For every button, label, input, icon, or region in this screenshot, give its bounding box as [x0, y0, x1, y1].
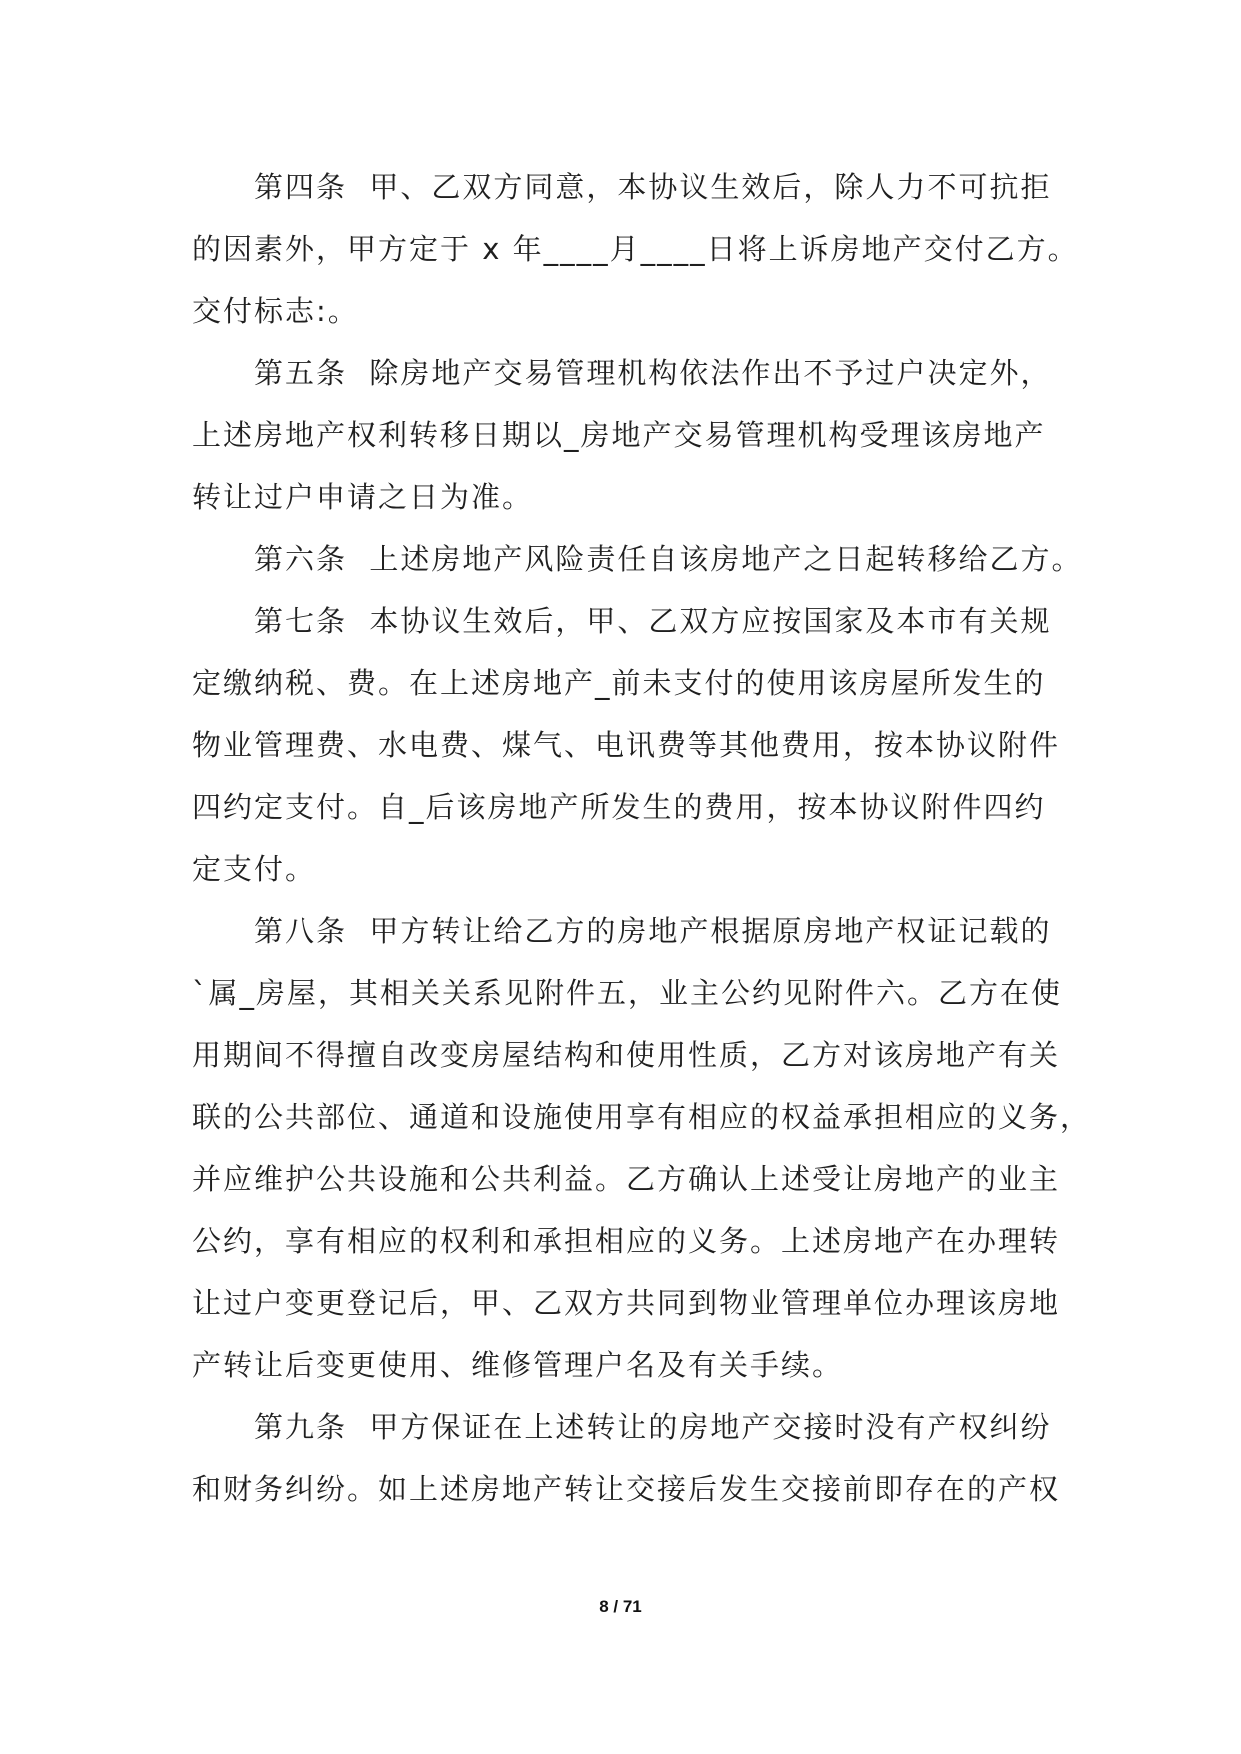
- text-line: 并应维护公共设施和公共利益。乙方确认上述受让房地产的业主: [192, 1162, 1061, 1196]
- text-line: 上述房地产权利转移日期以_房地产交易管理机构受理该房地产: [192, 418, 1046, 452]
- text-line: 转让过户申请之日为准。: [192, 480, 534, 514]
- article-7-paragraph: [192, 590, 1061, 900]
- text-line: 公约，享有相应的权利和承担相应的义务。上述房地产在办理转: [192, 1224, 1061, 1258]
- text-line: 第四条 甲、乙双方同意，本协议生效后，除人力不可抗拒: [254, 170, 1052, 204]
- text-line: 产转让后变更使用、维修管理户名及有关手续。: [192, 1348, 844, 1382]
- text-line: 第七条 本协议生效后，甲、乙双方应按国家及本市有关规: [254, 604, 1052, 638]
- text-line: 第六条 上述房地产风险责任自该房地产之日起转移给乙方。: [254, 542, 1083, 576]
- document-body: [192, 156, 1092, 1520]
- text-line: 第八条 甲方转让给乙方的房地产根据原房地产权证记载的: [254, 914, 1052, 948]
- text-line: 第九条 甲方保证在上述转让的房地产交接时没有产权纠纷: [254, 1410, 1052, 1444]
- text-line: 的因素外，甲方定于 x 年____月____日将上诉房地产交付乙方。: [192, 232, 1079, 266]
- article-9-paragraph: [192, 1396, 1061, 1520]
- page-number: 8 / 71: [599, 1597, 642, 1616]
- article-6-paragraph: [192, 528, 1083, 590]
- text-line: 和财务纠纷。如上述房地产转让交接后发生交接前即存在的产权: [192, 1472, 1061, 1506]
- text-line: 定支付。: [192, 852, 317, 886]
- text-line: 第五条 除房地产交易管理机构依法作出不予过户决定外，: [254, 356, 1052, 390]
- article-4-paragraph: [192, 156, 1079, 342]
- article-5-paragraph: [192, 342, 1052, 528]
- article-8-paragraph: [192, 900, 1092, 1396]
- text-line: `属_房屋，其相关关系见附件五，业主公约见附件六。乙方在使: [192, 976, 1063, 1010]
- text-line: 物业管理费、水电费、煤气、电讯费等其他费用，按本协议附件: [192, 728, 1061, 762]
- text-line: 联的公共部位、通道和设施使用享有相应的权益承担相应的义务，: [192, 1100, 1092, 1134]
- text-line: 让过户变更登记后，甲、乙双方共同到物业管理单位办理该房地: [192, 1286, 1061, 1320]
- text-line: 四约定支付。自_后该房地产所发生的费用，按本协议附件四约: [192, 790, 1046, 824]
- text-line: 定缴纳税、费。在上述房地产_前未支付的使用该房屋所发生的: [192, 666, 1046, 700]
- text-line: 交付标志:。: [192, 294, 359, 328]
- text-line: 用期间不得擅自改变房屋结构和使用性质，乙方对该房地产有关: [192, 1038, 1061, 1072]
